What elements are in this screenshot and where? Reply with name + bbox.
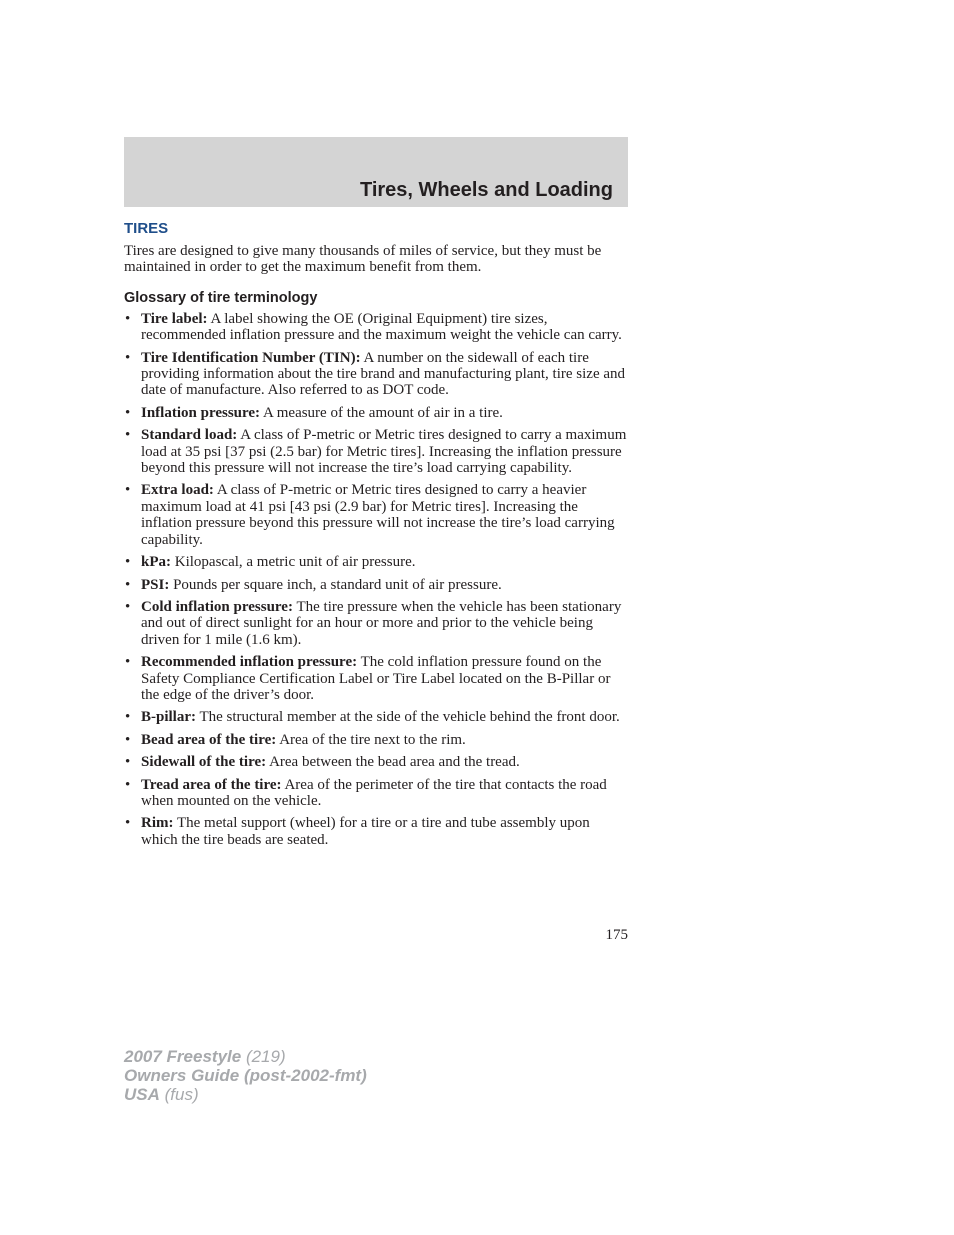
glossary-term: PSI:	[141, 576, 170, 593]
bullet-icon: •	[125, 576, 131, 593]
glossary-definition: A class of P-metric or Metric tires designed to carry a maximum load at 35 psi [37 psi (2.5 bar) for Metric tires]. Increasing the inflation pressure beyond this pressure will not increase the tire’s load carrying capability.	[141, 427, 627, 477]
glossary-item	[124, 599, 630, 648]
glossary-term: Tire label:	[141, 310, 208, 327]
glossary-item	[124, 815, 630, 848]
glossary-item	[124, 732, 630, 748]
chapter-header-band	[124, 137, 628, 207]
page-number: 175	[605, 927, 628, 943]
glossary-definition: The cold inflation pressure found on the Safety Compliance Certification Label or Tire Label located on the B-Pillar or the edge of the driver’s door.	[141, 654, 611, 703]
glossary-definition: Area of the tire next to the rim.	[279, 731, 466, 748]
bullet-icon: •	[125, 754, 131, 771]
glossary-term: Sidewall of the tire:	[141, 754, 267, 771]
chapter-title: Tires, Wheels and Loading	[359, 179, 613, 201]
glossary-item	[124, 777, 630, 810]
footer-model-code: (219)	[245, 1047, 286, 1066]
glossary-term: Cold inflation pressure:	[141, 598, 293, 615]
glossary-item	[124, 311, 630, 344]
glossary-heading: Glossary of tire terminology	[124, 289, 318, 306]
glossary-definition: Area of the perimeter of the tire that contacts the road when mounted on the vehicle.	[141, 776, 607, 809]
footer-guide-name: Owners Guide (post-2002-fmt)	[124, 1066, 367, 1085]
glossary-item	[124, 427, 630, 476]
glossary-item	[124, 350, 630, 399]
bullet-icon: •	[125, 731, 131, 748]
glossary-list	[124, 311, 630, 848]
glossary-term: Bead area of the tire:	[141, 731, 277, 748]
glossary-item	[124, 709, 630, 725]
glossary-definition: A class of P-metric or Metric tires designed to carry a heavier maximum load at 41 psi [43 psi (2.9 bar) for Metric tires]. Increasing the inflation pressure beyond this pressure will not increase the tire’s load carrying capability.	[141, 482, 615, 548]
bullet-icon: •	[125, 598, 131, 615]
glossary-definition: Kilopascal, a metric unit of air pressure.	[174, 554, 416, 571]
footer-model-name: 2007 Freestyle	[124, 1047, 242, 1066]
glossary-definition: A measure of the amount of air in a tire.	[262, 404, 503, 421]
bullet-icon: •	[125, 654, 131, 671]
glossary-item	[124, 754, 630, 770]
glossary-term: Inflation pressure:	[141, 404, 261, 421]
footer-market-code: (fus)	[164, 1085, 199, 1104]
section-heading: TIRES	[124, 220, 169, 237]
glossary-item	[124, 405, 630, 421]
footer-line-model	[124, 1047, 367, 1066]
glossary-definition: The structural member at the side of the vehicle behind the front door.	[199, 709, 620, 726]
glossary-term: Rim:	[141, 815, 174, 832]
footer-line-guide	[124, 1066, 367, 1085]
bullet-icon: •	[125, 404, 131, 421]
glossary-item	[124, 482, 630, 548]
section-intro: Tires are designed to give many thousands of miles of service, but they must be maintained in order to get the maximum benefit from them.	[124, 243, 602, 276]
document-footer	[124, 1047, 367, 1104]
glossary-definition: A number on the sidewall of each tire providing information about the tire brand and manufacturing plant, tire size and date of manufacture. Also referred to as DOT code.	[141, 349, 626, 399]
bullet-icon: •	[125, 776, 131, 793]
glossary-term: Recommended inflation pressure:	[141, 654, 358, 671]
bullet-icon: •	[125, 310, 131, 327]
glossary-item	[124, 554, 630, 570]
glossary-definition: The tire pressure when the vehicle has been stationary and out of direct sunlight for an hour or more and prior to the vehicle being driven for 1 mile (1.6 km).	[141, 598, 622, 648]
glossary-term: Tread area of the tire:	[141, 776, 282, 793]
glossary-definition: The metal support (wheel) for a tire or a tire and tube assembly upon which the tire beads are seated.	[141, 815, 590, 848]
glossary-item	[124, 654, 630, 703]
bullet-icon: •	[125, 482, 131, 499]
glossary-definition: Area between the bead area and the tread.	[269, 754, 520, 771]
footer-market-name: USA	[124, 1085, 160, 1104]
page-content	[124, 220, 630, 854]
bullet-icon: •	[125, 427, 131, 444]
bullet-icon: •	[125, 349, 131, 366]
glossary-item	[124, 577, 630, 593]
bullet-icon: •	[125, 554, 131, 571]
glossary-definition: Pounds per square inch, a standard unit of air pressure.	[173, 576, 502, 593]
glossary-term: B-pillar:	[141, 709, 196, 726]
glossary-definition: A label showing the OE (Original Equipment) tire sizes, recommended inflation pressure and the maximum weight the vehicle can carry.	[141, 310, 622, 344]
bullet-icon: •	[125, 815, 131, 832]
bullet-icon: •	[125, 709, 131, 726]
footer-line-market	[124, 1085, 367, 1104]
glossary-term: Standard load:	[141, 427, 238, 444]
glossary-term: Tire Identification Number (TIN):	[141, 349, 361, 366]
glossary-term: Extra load:	[141, 482, 214, 499]
glossary-term: kPa:	[141, 554, 171, 571]
